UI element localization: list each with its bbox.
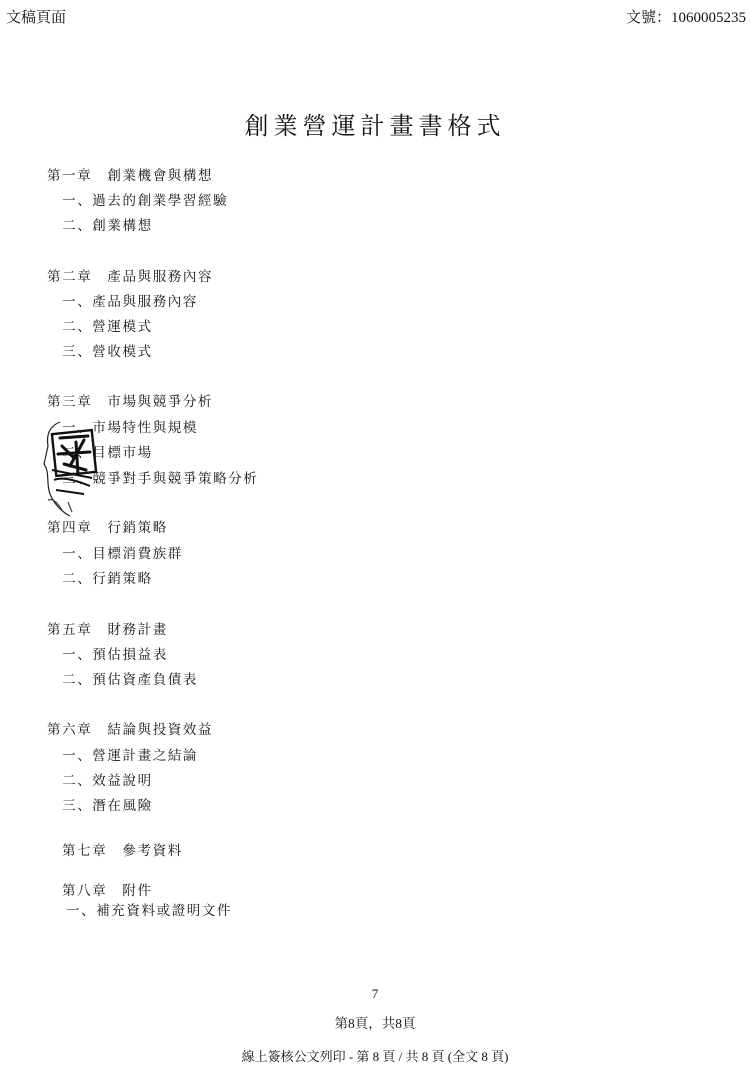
document-title: 創業營運計畫書格式	[244, 112, 506, 140]
print-footer: 線上簽核公文列印 - 第 8 頁 / 共 8 頁 (全文 8 頁)	[241, 1049, 509, 1064]
seal-stamp-icon	[40, 420, 98, 518]
page-count: 第8頁，共8頁	[334, 1016, 416, 1031]
chapter-3-item-3: 三、競爭對手與競爭策略分析	[47, 471, 259, 487]
document-number: 文號：1060005235	[625, 10, 746, 26]
chapter-5-item-1: 一、預估損益表	[47, 647, 168, 663]
chapter-7-heading: 第七章 參考資料	[62, 843, 183, 859]
chapter-5-item-2: 二、預估資產負債表	[47, 672, 198, 688]
chapter-6-heading: 第六章 結論與投資效益	[47, 722, 214, 738]
chapter-1-item-2: 二、創業構想	[47, 218, 153, 234]
chapter-4-item-2: 二、行銷策略	[47, 571, 153, 587]
chapter-2-item-2: 二、營運模式	[47, 319, 153, 335]
chapter-5-heading: 第五章 財務計畫	[47, 622, 168, 638]
chapter-6-item-1: 一、營運計畫之結論	[47, 748, 198, 764]
chapter-3-heading: 第三章 市場與競爭分析	[47, 394, 214, 410]
chapter-1-item-1: 一、過去的創業學習經驗	[47, 193, 229, 209]
chapter-2-item-1: 一、產品與服務內容	[47, 294, 198, 310]
chapter-3-item-1: 一、市場特性與規模	[47, 420, 198, 436]
page-number: 7	[371, 986, 379, 1001]
chapter-2-item-3: 三、營收模式	[47, 344, 153, 360]
chapter-6-item-2: 二、效益說明	[47, 773, 153, 789]
chapter-4-heading: 第四章 行銷策略	[47, 520, 168, 536]
chapter-3-item-2: 二、目標市場	[47, 445, 153, 461]
chapter-4-item-1: 一、目標消費族群	[47, 546, 183, 562]
chapter-6-item-3: 三、潛在風險	[47, 798, 153, 814]
chapter-2-heading: 第二章 產品與服務內容	[47, 269, 214, 285]
header-left-label: 文稿頁面	[6, 10, 67, 26]
chapter-8-heading: 第八章 附件	[62, 883, 153, 899]
chapter-8-item-1: 一、補充資料或證明文件	[66, 903, 233, 919]
chapter-1-heading: 第一章 創業機會與構想	[47, 168, 214, 184]
